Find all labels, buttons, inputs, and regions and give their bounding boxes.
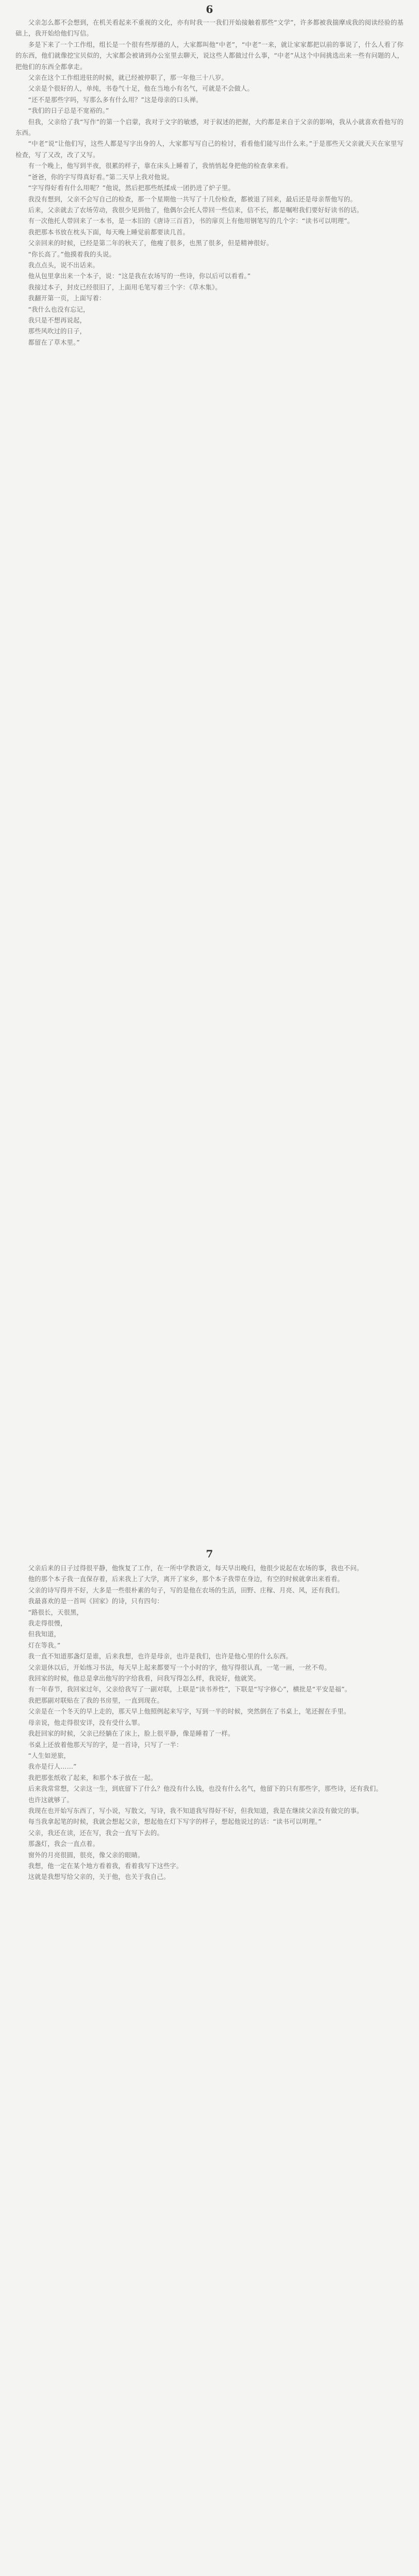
paragraph: 但我知道，: [28, 1631, 61, 1638]
paragraph: 也许这就够了。: [28, 1796, 74, 1804]
paragraph: 后来我常常想，父亲这一生，到底留下了什么？他没有什么钱，也没有什么名气，他留下的只有那些字，那些诗，还有我们。: [28, 1785, 382, 1793]
paragraph: “还不是那些字吗，写那么多有什么用？”这是母亲的口头禅。: [28, 96, 203, 104]
paragraph: 我把那本书放在枕头下面，每天晚上睡觉前都要读几首。: [28, 228, 190, 236]
paragraph: “我什么也没有忘记，: [28, 306, 90, 313]
paragraph: “爸爸，你的字写得真好看。”第二天早上我对他说。: [28, 173, 174, 181]
section-body: [15, 1563, 404, 2576]
paragraph: 我没有想到，父亲不会写自己的检查，那一个星期他一共写了十几份检查，都被退了回来，最后还是母亲帮他写的。: [28, 195, 357, 203]
paragraph: 那些风吹过的日子，: [28, 328, 87, 335]
paragraph: 父亲在这个工作组进驻的时候，就已经被停职了，那一年他三十八岁。: [28, 74, 228, 82]
paragraph: 父亲怎么都不会想到，在机关看起来不重视的文化，亦有时我一一我们开始接触着那些“文学”，许多都被我揣摩成我的阅读经验的基础上，我开始给他们写信。: [15, 19, 404, 38]
paragraph: “字写得好看有什么用呢？”他说，然后把那些纸揉成一团扔进了炉子里。: [28, 184, 235, 192]
paragraph: 我赶回家的时候，父亲已经躺在了床上，脸上很平静，像是睡着了一样。: [28, 1730, 234, 1738]
paragraph: “我们的日子总是不宽裕的。”: [28, 107, 109, 115]
paragraph: 我点点头，说不出话来。: [28, 261, 99, 269]
paragraph: 我走得很慢，: [28, 1620, 67, 1628]
section-number: 6: [206, 3, 213, 15]
paragraph: 我把那张纸收了起来，和那个本子放在一起。: [28, 1774, 157, 1782]
paragraph: 母亲说，他走得很安详，没有受什么罪。: [28, 1719, 144, 1726]
paragraph: 我接过本子，封皮已经很旧了，上面用毛笔写着三个字：《草木集》。: [28, 283, 222, 291]
paragraph: 多是下来了一个工作组，组长是一个很有些厚德的人，大家都叫他“中老”，“中老”一来，就让家家都把以前的事说了，什么人看了你的东西，他们就像挖宝贝似的，大家都会被请到办公室里去聊天，说这些人都做过什么事，“中老”从这个中间挑选出来一些有问题的人，把他们的东西全都拿走。: [15, 41, 404, 71]
paragraph: 父亲，我还在读，还在写，我会一直写下去的。: [28, 1829, 164, 1837]
paragraph: 有一个晚上，他写到半夜，很累的样子，靠在床头上睡着了，我悄悄起身把他的检查拿来看。: [28, 162, 292, 170]
paragraph: 但我，父亲给了我“写作”的第一个启蒙，我对于文字的敏感，对于叙述的把握，大约都是来自于父亲的影响，我从小就喜欢看他写的东西。: [15, 118, 404, 137]
paragraph: 书桌上还放着他那天写的字，是一首诗，只写了一半：: [28, 1741, 183, 1749]
paragraph: “人生如逆旅，: [28, 1752, 71, 1759]
paragraph: “路很长，天很黑，: [28, 1608, 83, 1616]
paragraph: 后来，父亲就去了农场劳动，我很少见到他了，他偶尔会托人带回一些信来，信不长，都是嘱咐我们要好好读书的话。: [28, 206, 363, 214]
section-number: 7: [206, 1548, 213, 1560]
paragraph: 每当我拿起笔的时候，我就会想起父亲，想起他在灯下写字的样子，想起他说过的话：“读书可以明理。”: [28, 1818, 322, 1826]
paragraph: 父亲的诗写得并不好，大多是一些很朴素的句子，写的是他在农场的生活，田野、庄稼、月亮、风，还有我们。: [28, 1586, 344, 1594]
paragraph: 他从包里拿出来一个本子，说：“这是我在农场写的一些诗，你以后可以看看。”: [28, 273, 251, 280]
paragraph: 我把那副对联贴在了我的书房里，一直到现在。: [28, 1697, 164, 1704]
paragraph: 我现在也开始写东西了，写小说，写散文，写诗，我不知道我写得好不好，但我知道，我是在继续父亲没有做完的事。: [28, 1807, 363, 1815]
paragraph: 都留在了草木里。”: [28, 338, 80, 346]
paragraph: 我一直不知道那盏灯是谁，后来我想，也许是母亲，也许是我们，也许是他心里的什么东西。: [28, 1653, 292, 1660]
paragraph: 父亲回来的时候，已经是第二年的秋天了，他瘦了很多，也黑了很多，但是精神很好。: [28, 240, 273, 247]
paragraph: “中老”说“让他们写，这些人都是写字出身的人，大家都写写自己的检讨，看看他们能写出什么来。”于是那些天父亲就天天在家里写检查，写了又改，改了又写。: [15, 140, 404, 159]
section-body: [15, 18, 404, 1548]
paragraph: 窗外的月亮很圆，很亮，像父亲的眼睛。: [28, 1851, 144, 1859]
paragraph: 我回家的时候，他总是拿出他写的字给我看，问我写得怎么样，我说好，他就笑。: [28, 1675, 260, 1683]
paragraph: 父亲退休以后，开始练习书法，每天早上起来都要写一个小时的字，他写得很认真，一笔一画，一丝不苟。: [28, 1664, 331, 1671]
paragraph: 我想，他一定在某个地方看着我，看着我写下这些字。: [28, 1862, 183, 1870]
paragraph: 那盏灯，我会一直点着。: [28, 1840, 99, 1848]
paragraph: 有一次他托人带回来了一本书，是一本旧的《唐诗三百首》，书的扉页上有他用钢笔写的几个字：“读书可以明理”。: [28, 217, 354, 225]
paragraph: 有一年春节，我回家过年，父亲给我写了一副对联，上联是“读书养性”，下联是“写字修心”，横批是“平安是福”。: [28, 1686, 351, 1693]
paragraph: “你长高了。”他摸着我的头说。: [28, 250, 116, 258]
paragraph: 灯在等我。”: [28, 1641, 61, 1649]
paragraph: 我翻开第一页，上面写着：: [28, 295, 106, 302]
paragraph: 我最喜欢的是一首叫《回家》的诗，只有四句：: [28, 1598, 164, 1605]
paragraph: 我亦是行人……”: [28, 1763, 77, 1771]
paragraph: 父亲是在一个冬天的早上走的，那天早上他照例起来写字，写到一半的时候，突然倒在了书桌上，笔还握在手里。: [28, 1708, 350, 1716]
paragraph: 他的那个本子我一直保存着，后来我上了大学，离开了家乡，那个本子我带在身边，有空的时候就拿出来看看。: [28, 1575, 344, 1583]
paragraph: 我只是不想再说起，: [28, 316, 87, 324]
paragraph: 父亲后来的日子过得很平静，他恢复了工作，在一所中学教语文，每天早出晚归，他很少说起在农场的事，我也不问。: [28, 1565, 363, 1572]
paragraph: 父亲是个很好的人，单纯，书卷气十足，他在当地小有名气，可就是不会做人。: [28, 85, 254, 93]
paragraph: 这就是我想写给父亲的，关于他，也关于我自己。: [28, 1873, 170, 1881]
